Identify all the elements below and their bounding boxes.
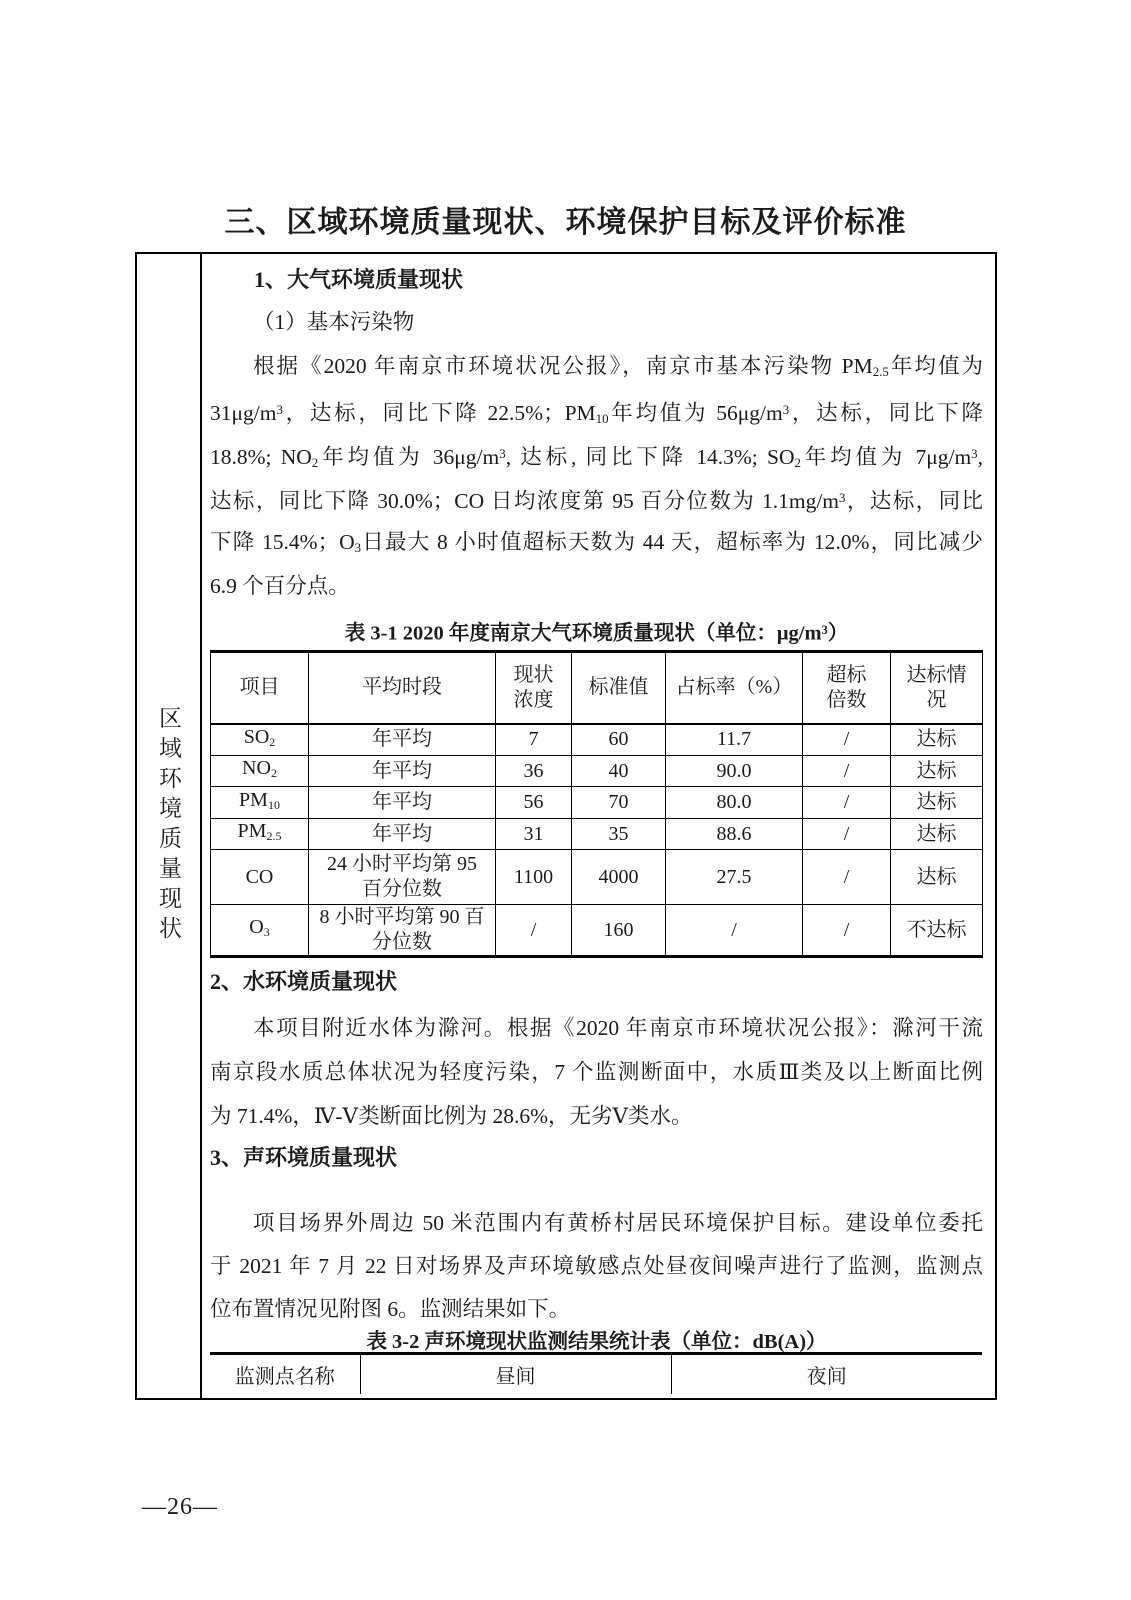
- paragraph-line: 于 2021 年 7 月 22 日对场界及声环境敏感点处昼夜间噪声进行了监测，监测点: [210, 1254, 983, 1278]
- table-row: [211, 850, 983, 905]
- column-header: 现状 浓度: [496, 652, 572, 724]
- table-cell: 27.5: [666, 850, 803, 905]
- table-cell: /: [803, 819, 891, 850]
- table-cell: $NO_2$: [211, 756, 309, 787]
- table-cell: 年平均: [309, 756, 496, 787]
- table-cell: 90.0: [666, 756, 803, 787]
- table-cell: 年平均: [309, 819, 496, 850]
- paragraph-line: 下降 15.4%；$O_3$日最大 8 小时值超标天数为 44 天，超标率为 12.0%，同比减少: [210, 530, 983, 556]
- content-area: [202, 254, 995, 1398]
- table-cell: 40: [572, 756, 666, 787]
- table-cell: 达标: [891, 787, 983, 819]
- column-header: 昼间: [360, 1354, 671, 1395]
- paragraph-line: 为 71.4%，Ⅳ-Ⅴ类断面比例为 28.6%，无劣Ⅴ类水。: [210, 1104, 693, 1128]
- table-row: [211, 756, 983, 787]
- paragraph-line: $31\mu g/m^3$，达标，同比下降 22.5%；$PM_{10}$年均值为 $56\mu g/m^3$，达标，同比下降: [210, 400, 983, 427]
- table-cell: /: [803, 905, 891, 957]
- table-cell: 70: [572, 787, 666, 819]
- water-section-heading: 2、水环境质量现状: [210, 969, 398, 994]
- paragraph-line: 18.8%; $NO_2$年均值为 $36\mu g/m^3$, 达标, 同比下降 14.3%; $SO_2$年均值为 $7\mu g/m^3$,: [210, 444, 983, 471]
- column-header: 标准值: [572, 652, 666, 724]
- page-title: 三、区域环境质量现状、环境保护目标及评价标准: [224, 206, 907, 239]
- table-cell: 88.6: [666, 819, 803, 850]
- table-cell: /: [803, 724, 891, 756]
- table-cell: /: [803, 756, 891, 787]
- air-section-heading: 1、大气环境质量现状: [254, 267, 464, 292]
- table-cell: 年平均: [309, 724, 496, 756]
- noise-section-heading: 3、声环境质量现状: [210, 1145, 398, 1170]
- table-cell: 达标: [891, 819, 983, 850]
- table-cell: 60: [572, 724, 666, 756]
- table-cell: 24 小时平均第 95 百分位数: [309, 850, 496, 905]
- column-header: 项目: [211, 652, 309, 724]
- column-header: 夜间: [671, 1354, 982, 1395]
- content-frame: [135, 252, 997, 1400]
- table-cell: CO: [211, 850, 309, 905]
- table-header-row: [211, 652, 983, 724]
- page-number: —26—: [142, 1494, 218, 1520]
- noise-paragraph: [210, 1202, 983, 1331]
- table-cell: 35: [572, 819, 666, 850]
- table-cell: 31: [496, 819, 572, 850]
- table-cell: 达标: [891, 756, 983, 787]
- table-cell: 1100: [496, 850, 572, 905]
- table-cell: /: [666, 905, 803, 957]
- table-cell: 160: [572, 905, 666, 957]
- table-cell: 年平均: [309, 787, 496, 819]
- table-row: [211, 905, 983, 957]
- column-header: 监测点名称: [210, 1354, 360, 1395]
- column-header: 达标情 况: [891, 652, 983, 724]
- table-cell: 36: [496, 756, 572, 787]
- paragraph-line: 项目场界外周边 50 米范围内有黄桥村居民环境保护目标。建设单位委托: [253, 1211, 983, 1235]
- table-cell: 4000: [572, 850, 666, 905]
- table-cell: $O_3$: [211, 905, 309, 957]
- table-cell: $SO_2$: [211, 724, 309, 756]
- table-header-row: [210, 1354, 982, 1395]
- table-row: [211, 787, 983, 819]
- paragraph-line: 南京段水质总体状况为轻度污染，7 个监测断面中，水质Ⅲ类及以上断面比例: [210, 1060, 983, 1084]
- table-cell: 不达标: [891, 905, 983, 957]
- air-subheading: （1）基本污染物: [253, 310, 415, 334]
- column-header: 超标 倍数: [803, 652, 891, 724]
- paragraph-line: 位布置情况见附图 6。监测结果如下。: [210, 1297, 571, 1321]
- air-table-title: 表 3-1 2020 年度南京大气环境质量现状（单位：$\mu g/m^3$）: [344, 622, 849, 645]
- table-cell: /: [803, 787, 891, 819]
- table-cell: 达标: [891, 850, 983, 905]
- table-cell: 80.0: [666, 787, 803, 819]
- paragraph-line: 达标，同比下降 30.0%；CO 日均浓度第 95 百分位数为 $1.1mg/m^3$，达标，同比: [210, 488, 983, 513]
- table-cell: 8 小时平均第 90 百 分位数: [309, 905, 496, 957]
- table-cell: 达标: [891, 724, 983, 756]
- table-cell: 56: [496, 787, 572, 819]
- air-quality-table: [210, 650, 983, 958]
- table-cell: /: [803, 850, 891, 905]
- column-header: 平均时段: [309, 652, 496, 724]
- noise-table-title: 表 3-2 声环境现状监测结果统计表（单位：dB(A)）: [366, 1331, 827, 1353]
- table-cell: 7: [496, 724, 572, 756]
- sidebar: [137, 254, 202, 1398]
- table-cell: $PM_{10}$: [211, 787, 309, 819]
- table-row: [211, 819, 983, 850]
- noise-monitoring-table: [210, 1352, 982, 1394]
- air-paragraph: [210, 344, 983, 608]
- table-cell: $PM_{2.5}$: [211, 819, 309, 850]
- sidebar-label: 区域环境质量现状: [156, 706, 181, 946]
- paragraph-line: 6.9 个百分点。: [210, 574, 350, 598]
- paragraph-line: 根据《2020 年南京市环境状况公报》，南京市基本污染物 $PM_{2.5}$年均值为: [253, 354, 983, 380]
- table-cell: /: [496, 905, 572, 957]
- column-header: 占标率（%）: [666, 652, 803, 724]
- water-paragraph: [210, 1006, 983, 1138]
- table-row: [211, 724, 983, 756]
- paragraph-line: 本项目附近水体为滁河。根据《2020 年南京市环境状况公报》：滁河干流: [253, 1016, 983, 1040]
- table-cell: 11.7: [666, 724, 803, 756]
